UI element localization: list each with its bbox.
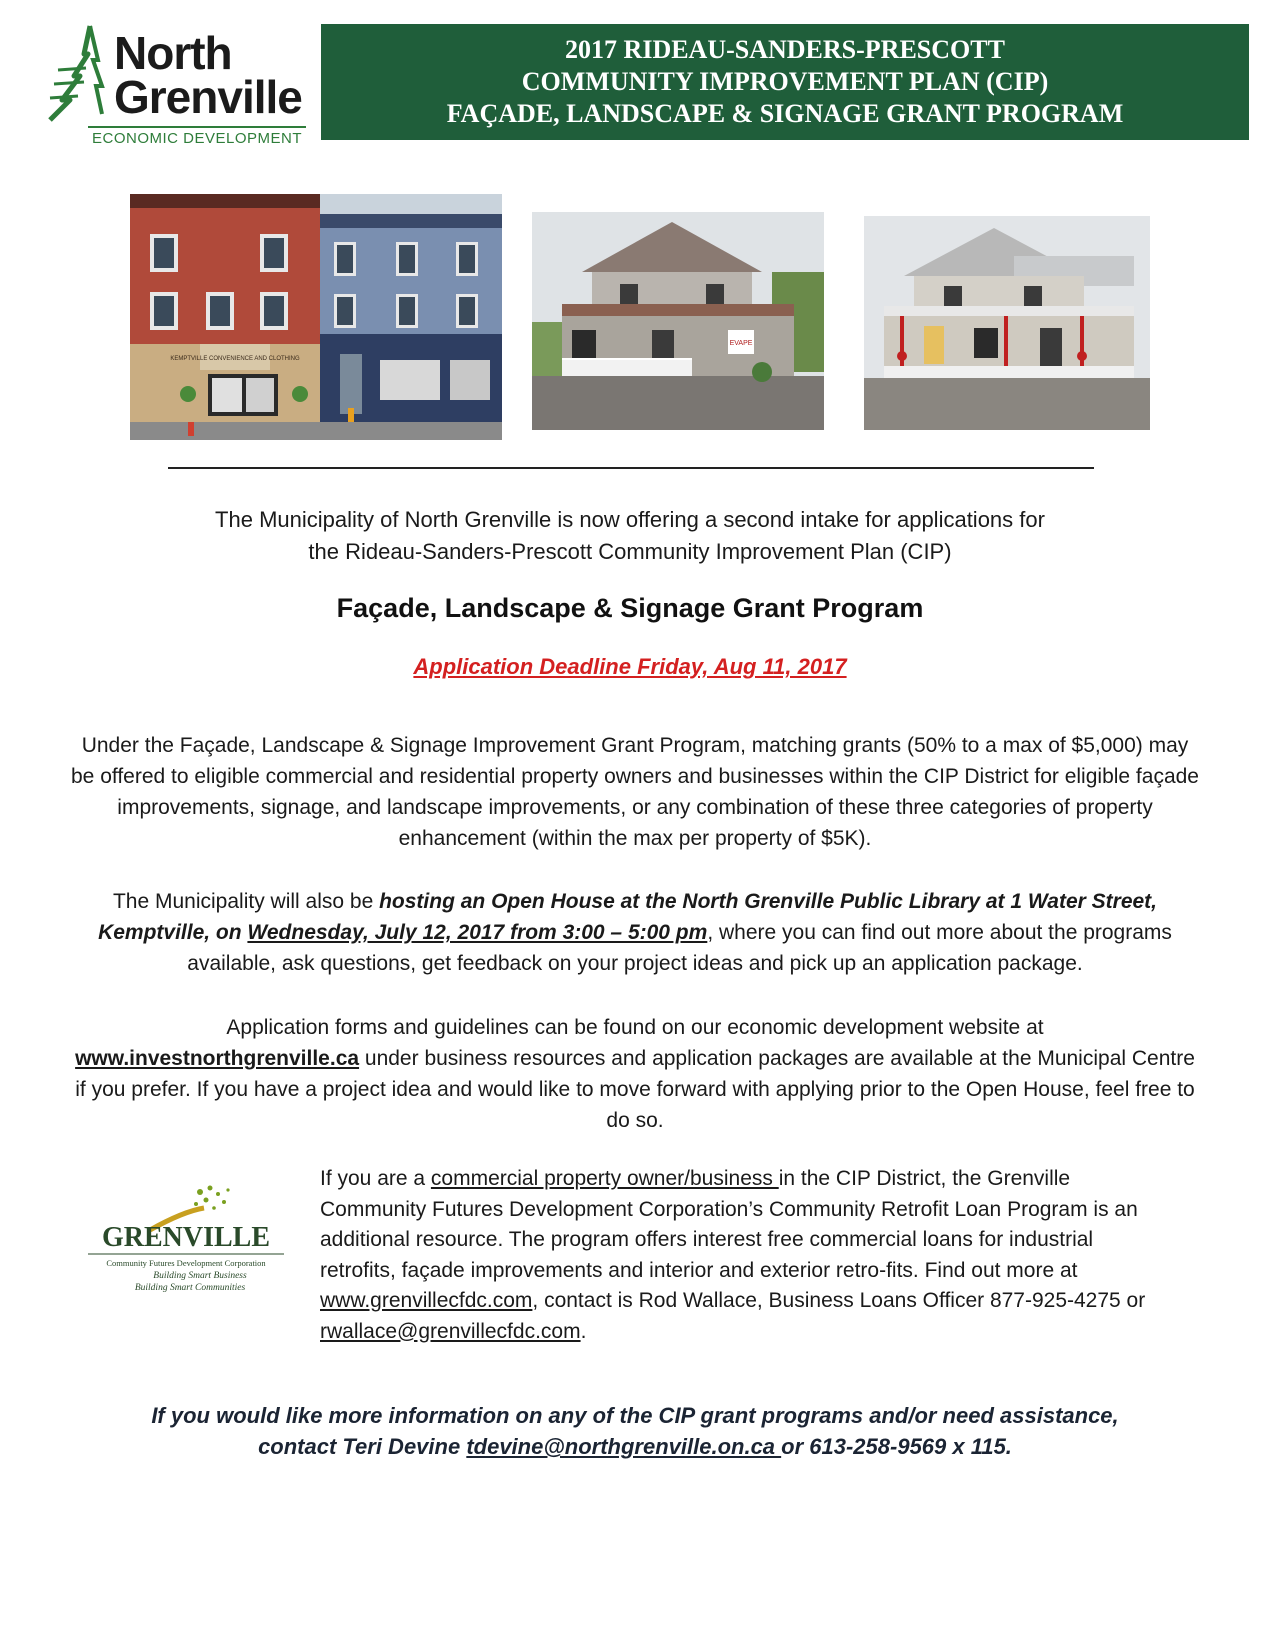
cfdc-subtitle: Community Futures Development Corporation <box>106 1258 266 1268</box>
cfdc-slogan2: Building Smart Communities <box>134 1283 246 1293</box>
application-deadline: Application Deadline Friday, Aug 11, 2017 <box>413 654 847 679</box>
closing-line1: If you would like more information on any of the CIP grant programs and/or need assistance, <box>151 1403 1119 1428</box>
intro-line2: the Rideau-Sanders-Prescott Community Improvement Plan (CIP) <box>308 539 952 564</box>
logo-divider <box>88 126 306 128</box>
cfdc-website-link[interactable]: www.grenvillecfdc.com <box>320 1289 533 1312</box>
closing-contact <box>70 1400 1200 1462</box>
sparkle-icon <box>194 1186 230 1210</box>
program-title: Façade, Landscape & Signage Grant Program <box>336 593 924 623</box>
logo-line1: North <box>114 27 232 79</box>
open-house-location: hosting an Open House at the North Grenville Public Library at 1 Water Street, Kemptville, on <box>98 890 1158 944</box>
cfdc-slogan1: Building Smart Business <box>153 1271 247 1281</box>
grenville-cfdc-logo <box>80 1180 292 1312</box>
invest-website-link[interactable]: www.investnorthgrenville.ca <box>75 1047 360 1070</box>
open-house-tail: , where you can find out more about the programs available, ask questions, get feedback on your project ideas and pick up an application package. <box>187 921 1172 975</box>
closing-lead: contact Teri Devine <box>258 1434 467 1459</box>
banner-line3: FAÇADE, LANDSCAPE & SIGNAGE GRANT PROGRAM <box>446 99 1124 128</box>
cfdc-mid1: in the CIP District, the Grenville Community Futures Development Corporation’s Community Retrofit Loan Program is an additional resource. The program offers interest free commercial loans for industrial retrofits, façade improvements and interior and exterior retro-fits. Find out more at <box>320 1167 1138 1282</box>
open-house-date: Wednesday, July 12, 2017 from 3:00 – 5:00 pm <box>247 921 708 944</box>
cfdc-lead: If you are a <box>320 1167 431 1190</box>
banner-line2: COMMUNITY IMPROVEMENT PLAN (CIP) <box>521 67 1049 96</box>
intro-text <box>120 504 1140 568</box>
open-house-lead: The Municipality will also be <box>112 890 380 913</box>
open-house-paragraph <box>70 886 1200 979</box>
grant-description: Under the Façade, Landscape & Signage Improvement Grant Program, matching grants (50% to a max of $5,000) may be offered to eligible commercial and residential property owners and businesses within the CIP District for eligible façade improvements, signage, and landscape improvements, or any combination of these three categories of property enhancement (within the max per property of $5K). <box>71 734 1199 850</box>
commercial-owner-text: commercial property owner/business <box>430 1167 779 1190</box>
application-forms-paragraph <box>70 1012 1200 1136</box>
north-grenville-logo <box>44 22 306 152</box>
forms-tail: under business resources and application packages are available at the Municipal Centre if you prefer. If you have a project idea and would like to move forward with applying prior to the Open House, feel free to do so. <box>75 1047 1195 1132</box>
cfdc-name: GRENVILLE <box>101 1222 271 1253</box>
house-photo-before <box>532 212 824 430</box>
closing-phone: or 613-258-9569 x 115. <box>781 1434 1012 1459</box>
logo-tagline: ECONOMIC DEVELOPMENT <box>91 130 303 147</box>
section-divider <box>168 467 1094 469</box>
forms-lead: Application forms and guidelines can be found on our economic development website at <box>226 1016 1044 1039</box>
intro-line1: The Municipality of North Grenville is now offering a second intake for applications for <box>215 507 1045 532</box>
storefront-photo <box>130 194 502 440</box>
tree-icon <box>44 24 114 124</box>
cfdc-tail: . <box>580 1319 587 1343</box>
cfdc-mid2: , contact is Rod Wallace, Business Loans Officer 877-925-4275 or <box>532 1289 1146 1312</box>
house-photo-after <box>864 216 1150 430</box>
storefront-sign: KEMPTVILLE CONVENIENCE AND CLOTHING <box>170 356 300 362</box>
logo-line2: Grenville <box>114 71 302 123</box>
tdevine-email-link[interactable]: tdevine@northgrenville.on.ca <box>466 1434 782 1459</box>
rwallace-email-link[interactable]: rwallace@grenvillecfdc.com <box>320 1319 581 1343</box>
cfdc-loan-paragraph <box>320 1164 1150 1347</box>
house-sign: EVAPE <box>729 340 753 347</box>
banner-line1: 2017 RIDEAU-SANDERS-PRESCOTT <box>565 35 1005 64</box>
title-banner <box>321 24 1249 140</box>
